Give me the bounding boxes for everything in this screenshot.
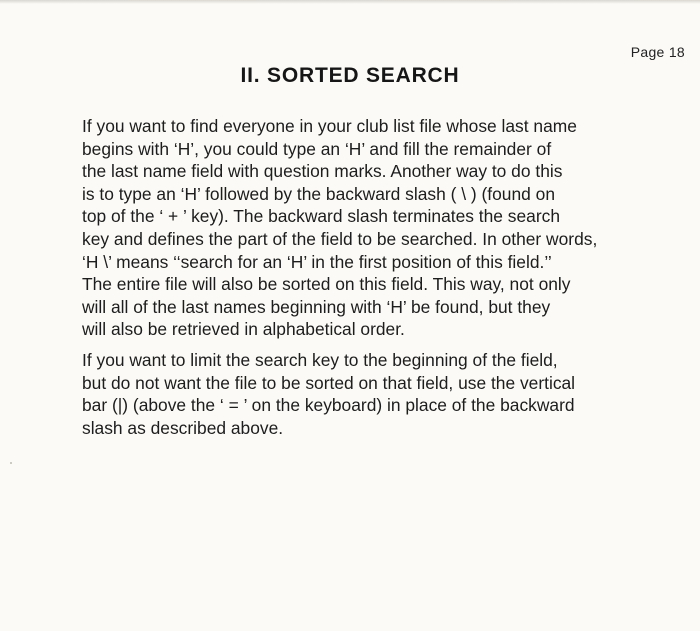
paragraph-line: but do not want the file to be sorted on that field, use the vertical: [82, 372, 576, 393]
paragraph-line: begins with ‘H’, you could type an ‘H’ and fill the remainder of: [82, 138, 552, 159]
paragraph-line: slash as described above.: [82, 417, 284, 438]
paragraph-line: The entire file will also be sorted on this field. This way, not only: [82, 274, 571, 295]
paragraph-line: key and defines the part of the field to be searched. In other words,: [82, 228, 598, 249]
paragraph-line: bar (|) (above the ‘ = ’ on the keyboard) in place of the backward: [82, 395, 575, 416]
paragraph-line: the last name field with question marks. Another way to do this: [82, 161, 563, 182]
paragraph-1: [82, 115, 652, 341]
paragraph-line: will also be retrieved in alphabetical order.: [82, 319, 405, 340]
paragraph-line: ‘H \’ means ‘‘search for an ‘H’ in the first position of this field.’’: [82, 251, 552, 272]
page-number: Page 18: [630, 44, 685, 60]
page-top-edge: [0, 0, 700, 4]
paragraph-line: will all of the last names beginning with ‘H’ be found, but they: [82, 296, 551, 317]
paragraph-line: top of the ‘ + ’ key). The backward slash terminates the search: [82, 206, 560, 227]
paragraph-line: is to type an ‘H’ followed by the backward slash ( \ ) (found on: [82, 183, 556, 204]
paragraph-2: [82, 349, 652, 439]
section-title: II. SORTED SEARCH: [240, 64, 460, 87]
paragraph-line: If you want to find everyone in your club list file whose last name: [82, 116, 577, 136]
paragraph-line: If you want to limit the search key to the beginning of the field,: [82, 350, 558, 370]
paper-speck: [10, 462, 12, 464]
